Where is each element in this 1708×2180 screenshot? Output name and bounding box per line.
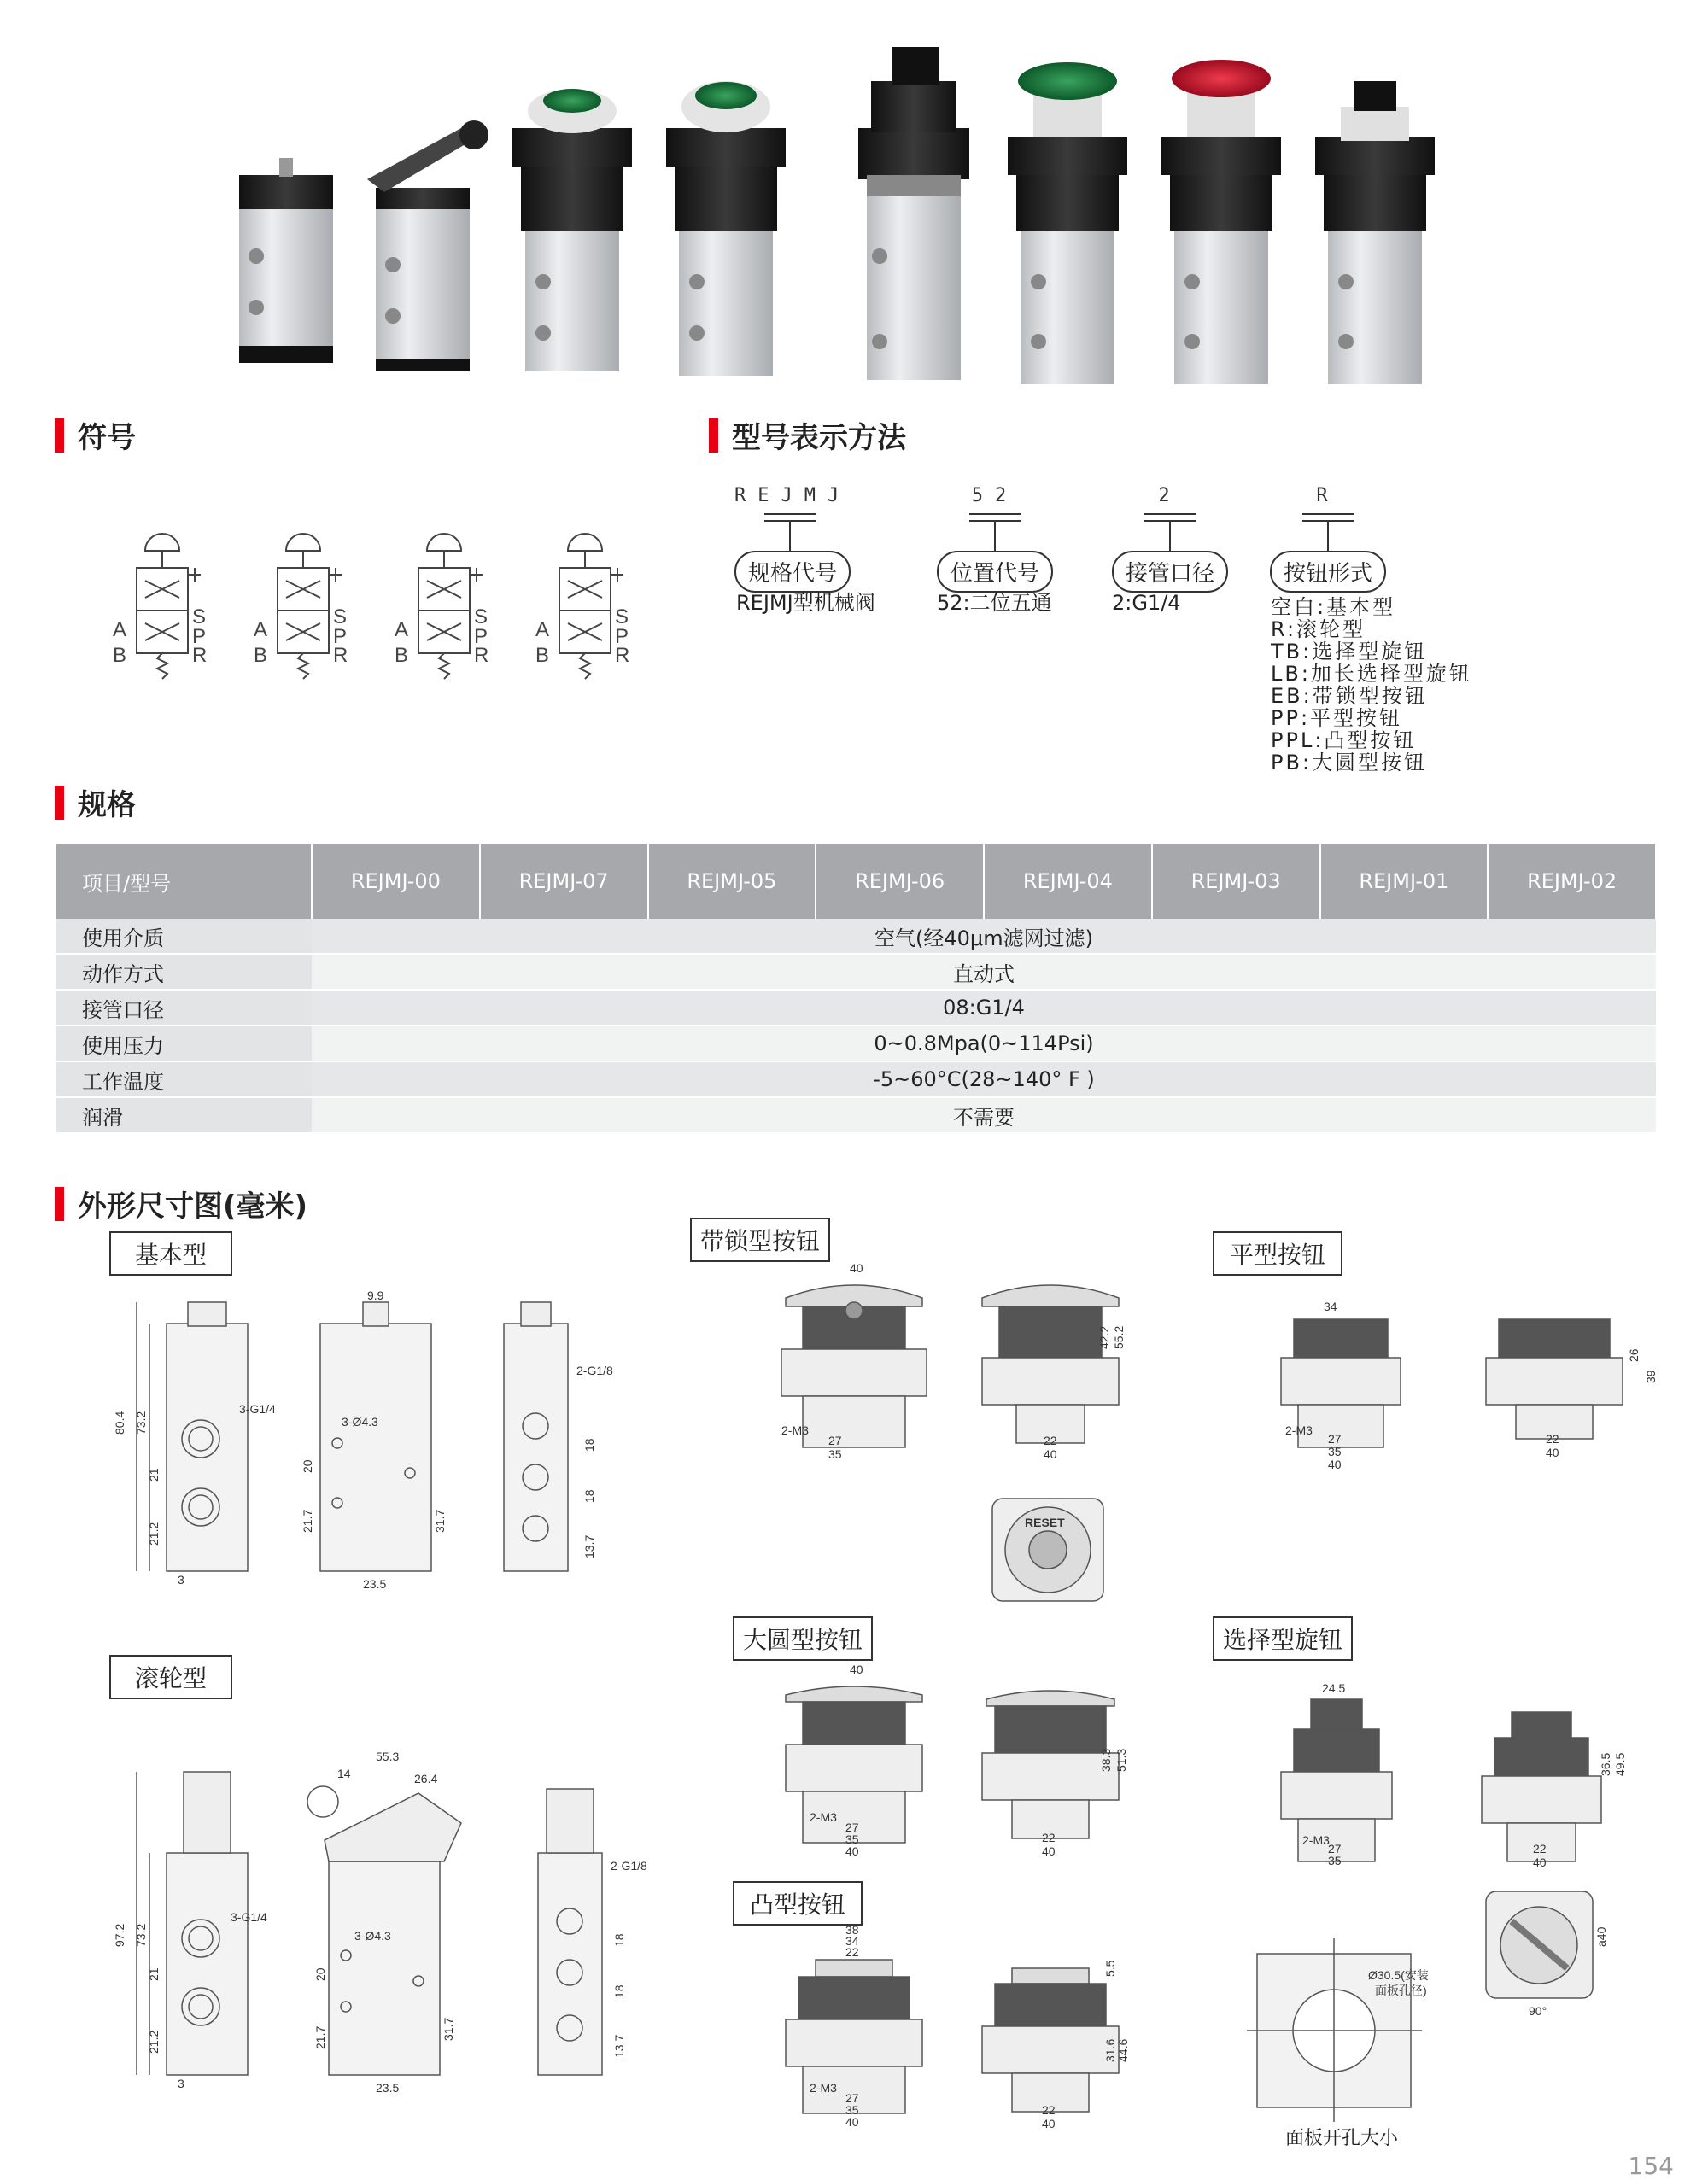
svg-text:31.7: 31.7 [442,2017,455,2041]
spec-header-cell: REJMJ-05 [648,844,816,919]
svg-text:18: 18 [612,1984,626,1998]
svg-text:22: 22 [1042,1831,1056,1844]
valve-symbol-group [102,500,649,704]
panel-hole-view [1247,1938,1429,2122]
svg-text:73.2: 73.2 [134,1411,148,1435]
selector-top-view [1486,1891,1608,2018]
svg-text:38: 38 [845,1923,859,1937]
svg-text:B: B [535,644,550,667]
basic-rear-view [504,1302,613,1571]
svg-text:13.7: 13.7 [612,2034,626,2058]
panel-hole-caption: 面板开孔大小 [1285,2128,1399,2149]
svg-text:27: 27 [1328,1842,1342,1856]
spec-header-cell: REJMJ-04 [984,844,1152,919]
basic-front-view [113,1302,276,1587]
drawing-basic [113,1289,649,1597]
drawing-lock [769,1255,1127,1614]
svg-text:18: 18 [582,1489,596,1503]
spec-header-row [56,844,1656,919]
spec-table [56,844,1657,1134]
svg-text:40: 40 [845,2115,859,2129]
svg-text:35: 35 [1328,1445,1342,1458]
port-labels-2 [254,605,348,667]
valve-photo-knob [1315,81,1435,384]
svg-text:27: 27 [845,2091,859,2105]
svg-text:3: 3 [178,2077,184,2090]
svg-text:31.6: 31.6 [1103,2038,1117,2062]
accent-bar [55,786,64,820]
svg-text:27: 27 [828,1434,842,1447]
model-part-position: 52 位置代号 [935,485,1055,593]
model-part-desc: 2:G1/4 [1112,591,1181,615]
svg-text:22: 22 [1546,1432,1559,1446]
button-type-list: 空白:基本型 R:滚轮型 TB:选择型旋钮 LB:加长选择型旋钮 EB:带锁型按钮 PP:平型按钮 PPL:凸型按钮 PB:大圆型按钮 [1271,595,1472,774]
spec-row: 工作温度 -5~60°C(28~140° F ) [56,1061,1656,1097]
accent-bar [55,1187,64,1221]
svg-text:21: 21 [147,1468,161,1482]
svg-text:35: 35 [1328,1854,1342,1867]
model-part-label: 规格代号 [734,551,851,593]
drawing-label-selector: 选择型旋钮 [1213,1616,1353,1661]
svg-text:40: 40 [1042,1844,1056,1858]
svg-text:21.7: 21.7 [313,2025,327,2049]
flat-side-view [1486,1319,1658,1459]
svg-text:34: 34 [1324,1300,1337,1313]
port-labels [113,605,207,667]
basic-side-view [301,1289,447,1591]
drawing-convex [769,1921,1130,2135]
valve-photo-roller [367,120,488,371]
valve-photo-lock-green [1008,62,1127,384]
svg-text:A: A [254,618,268,641]
svg-text:40: 40 [1546,1446,1559,1459]
svg-text:49.5: 49.5 [1613,1752,1627,1776]
svg-text:55.3: 55.3 [376,1750,400,1763]
svg-text:2-G1/8: 2-G1/8 [576,1364,613,1377]
svg-text:S: S [333,605,348,628]
svg-text:20: 20 [313,1967,327,1981]
svg-text:RESET: RESET [1025,1516,1065,1529]
port-labels-3 [395,605,488,667]
svg-text:2-M3: 2-M3 [781,1423,809,1437]
drawing-selector [1264,1674,1691,2152]
spec-row: 使用介质 空气(经40μm滤网过滤) [56,919,1656,954]
svg-text:P: P [615,625,629,648]
svg-text:2-G1/8: 2-G1/8 [611,1859,647,1873]
valve-photo-basic [239,158,333,363]
svg-text:2-M3: 2-M3 [1302,1833,1330,1847]
svg-text:18: 18 [582,1438,596,1452]
svg-text:3-G1/4: 3-G1/4 [231,1910,267,1924]
svg-text:40: 40 [1533,1856,1547,1869]
svg-text:22: 22 [1044,1434,1057,1447]
svg-text:A: A [395,618,409,641]
lock-front-view [781,1261,927,1461]
svg-text:38.3: 38.3 [1099,1748,1113,1772]
product-photo-strip [0,0,1708,401]
svg-text:90°: 90° [1529,2004,1547,2018]
spec-row: 动作方式 直动式 [56,954,1656,990]
drawing-label-convex: 凸型按钮 [733,1881,863,1926]
svg-text:R: R [474,644,489,667]
svg-text:3-Ø4.3: 3-Ø4.3 [342,1415,378,1429]
svg-text:27: 27 [845,1821,859,1834]
svg-text:9.9: 9.9 [367,1289,384,1302]
svg-text:21: 21 [147,1967,161,1981]
svg-text:S: S [474,605,488,628]
big-round-front-view [786,1663,922,1858]
section-title-symbol: 符号 [55,414,136,456]
spec-header-cell: REJMJ-03 [1152,844,1320,919]
roller-front-view [113,1772,267,2090]
svg-text:39: 39 [1644,1370,1658,1383]
spec-row: 润滑 不需要 [56,1097,1656,1133]
section-title-spec: 规格 [55,781,136,823]
svg-text:24.5: 24.5 [1322,1681,1346,1695]
svg-text:B: B [113,644,127,667]
drawing-roller [113,1742,666,2101]
svg-text:40: 40 [845,1844,859,1858]
svg-text:S: S [192,605,207,628]
svg-text:40: 40 [1328,1458,1342,1471]
svg-text:21.2: 21.2 [147,2030,161,2054]
svg-text:23.5: 23.5 [363,1577,387,1591]
svg-text:20: 20 [301,1459,314,1473]
drawing-big-round [769,1661,1127,1866]
svg-text:40: 40 [1042,2117,1056,2130]
svg-text:36.5: 36.5 [1599,1752,1612,1776]
spec-header-cell: REJMJ-07 [480,844,648,919]
model-part-button: R 按钮形式 [1268,485,1388,593]
svg-text:P: P [333,625,348,648]
port-labels-4 [535,605,629,667]
flat-front-view [1281,1300,1401,1471]
svg-text:13.7: 13.7 [582,1534,596,1558]
roller-side-view [307,1750,461,2095]
drawing-label-lock: 带锁型按钮 [690,1218,830,1262]
svg-text:a40: a40 [1594,1926,1608,1947]
selector-front-view [1281,1681,1392,1867]
drawing-label-roller: 滚轮型 [109,1655,232,1699]
accent-bar [55,418,64,453]
model-part-label: 接管口径 [1112,551,1228,593]
svg-text:23.5: 23.5 [376,2081,400,2095]
model-part-desc: 52:二位五通 [937,591,1052,615]
svg-text:42.2: 42.2 [1097,1325,1111,1349]
svg-text:40: 40 [1044,1447,1057,1461]
spec-row: 使用压力 0~0.8Mpa(0~114Psi) [56,1026,1656,1061]
spec-header-cell: REJMJ-02 [1488,844,1656,919]
svg-text:73.2: 73.2 [134,1923,148,1947]
svg-text:26.4: 26.4 [414,1772,438,1785]
svg-text:R: R [192,644,208,667]
svg-text:S: S [615,605,629,628]
lock-top-view [992,1499,1103,1601]
svg-text:A: A [113,618,127,641]
svg-text:55.2: 55.2 [1112,1325,1126,1349]
model-part-desc: REJMJ型机械阀 [736,591,875,615]
svg-text:B: B [254,644,268,667]
spec-header-cell: REJMJ-00 [312,844,480,919]
valve-symbol [137,534,201,679]
drawing-flat [1272,1289,1682,1477]
roller-rear-view [538,1789,647,2075]
model-part-spec: REJMJ 规格代号 [734,485,845,593]
svg-text:21.7: 21.7 [301,1509,314,1533]
valve-photo-selector [858,47,969,380]
svg-text:40: 40 [850,1663,863,1676]
valve-photo-lock-red [1161,60,1281,384]
convex-side-view [982,1960,1130,2130]
valve-photo-flat-green-2 [666,81,786,376]
svg-text:35: 35 [845,2103,859,2117]
svg-text:35: 35 [845,1832,859,1846]
svg-text:22: 22 [1533,1842,1547,1856]
svg-text:14: 14 [337,1767,351,1780]
svg-text:22: 22 [845,1945,859,1959]
svg-text:2-M3: 2-M3 [810,2081,837,2095]
page-number: 154 [1628,2152,1674,2180]
svg-text:R: R [333,644,348,667]
svg-text:5.5: 5.5 [1103,1960,1117,1977]
svg-text:27: 27 [1328,1432,1342,1446]
svg-text:40: 40 [850,1261,863,1275]
svg-text:P: P [192,625,207,648]
svg-text:2-M3: 2-M3 [810,1810,837,1824]
svg-text:18: 18 [612,1933,626,1947]
svg-text:R: R [615,644,630,667]
svg-text:3-Ø4.3: 3-Ø4.3 [354,1929,391,1943]
svg-text:3: 3 [178,1573,184,1587]
svg-text:22: 22 [1042,2103,1056,2117]
spec-header-cell: 项目/型号 [56,844,312,919]
model-part-label: 按钮形式 [1270,551,1386,593]
accent-bar [709,418,718,453]
svg-text:Ø30.5(安装: Ø30.5(安装 [1368,1968,1429,1982]
spec-header-cell: REJMJ-01 [1320,844,1489,919]
section-title-model: 型号表示方法 [709,414,906,456]
drawing-label-flat: 平型按钮 [1213,1231,1342,1276]
svg-text:B: B [395,644,409,667]
drawing-label-basic: 基本型 [109,1231,232,1276]
svg-text:80.4: 80.4 [113,1411,126,1435]
svg-text:P: P [474,625,488,648]
model-part-port: 2 接管口径 [1110,485,1230,593]
svg-text:3-G1/4: 3-G1/4 [239,1402,276,1416]
valve-photo-flat-green [512,89,632,371]
spec-header-cell: REJMJ-06 [816,844,984,919]
drawing-label-big-round: 大圆型按钮 [733,1616,873,1661]
convex-front-view [786,1923,922,2129]
svg-text:35: 35 [828,1447,842,1461]
svg-text:A: A [535,618,550,641]
svg-text:44.6: 44.6 [1116,2038,1130,2062]
big-round-side-view [982,1691,1128,1858]
section-title-dimension: 外形尺寸图(毫米) [55,1183,307,1224]
svg-text:97.2: 97.2 [113,1923,126,1947]
svg-text:面板孔径): 面板孔径) [1375,1984,1427,1997]
svg-text:31.7: 31.7 [433,1509,447,1533]
svg-text:34: 34 [845,1934,859,1948]
svg-text:21.2: 21.2 [147,1522,161,1546]
svg-text:2-M3: 2-M3 [1285,1423,1313,1437]
model-part-label: 位置代号 [937,551,1053,593]
spec-row: 接管口径 08:G1/4 [56,990,1656,1026]
lock-side-view [982,1285,1126,1461]
selector-side-view [1482,1712,1627,1869]
svg-text:51.3: 51.3 [1114,1748,1128,1772]
svg-text:26: 26 [1627,1348,1641,1362]
